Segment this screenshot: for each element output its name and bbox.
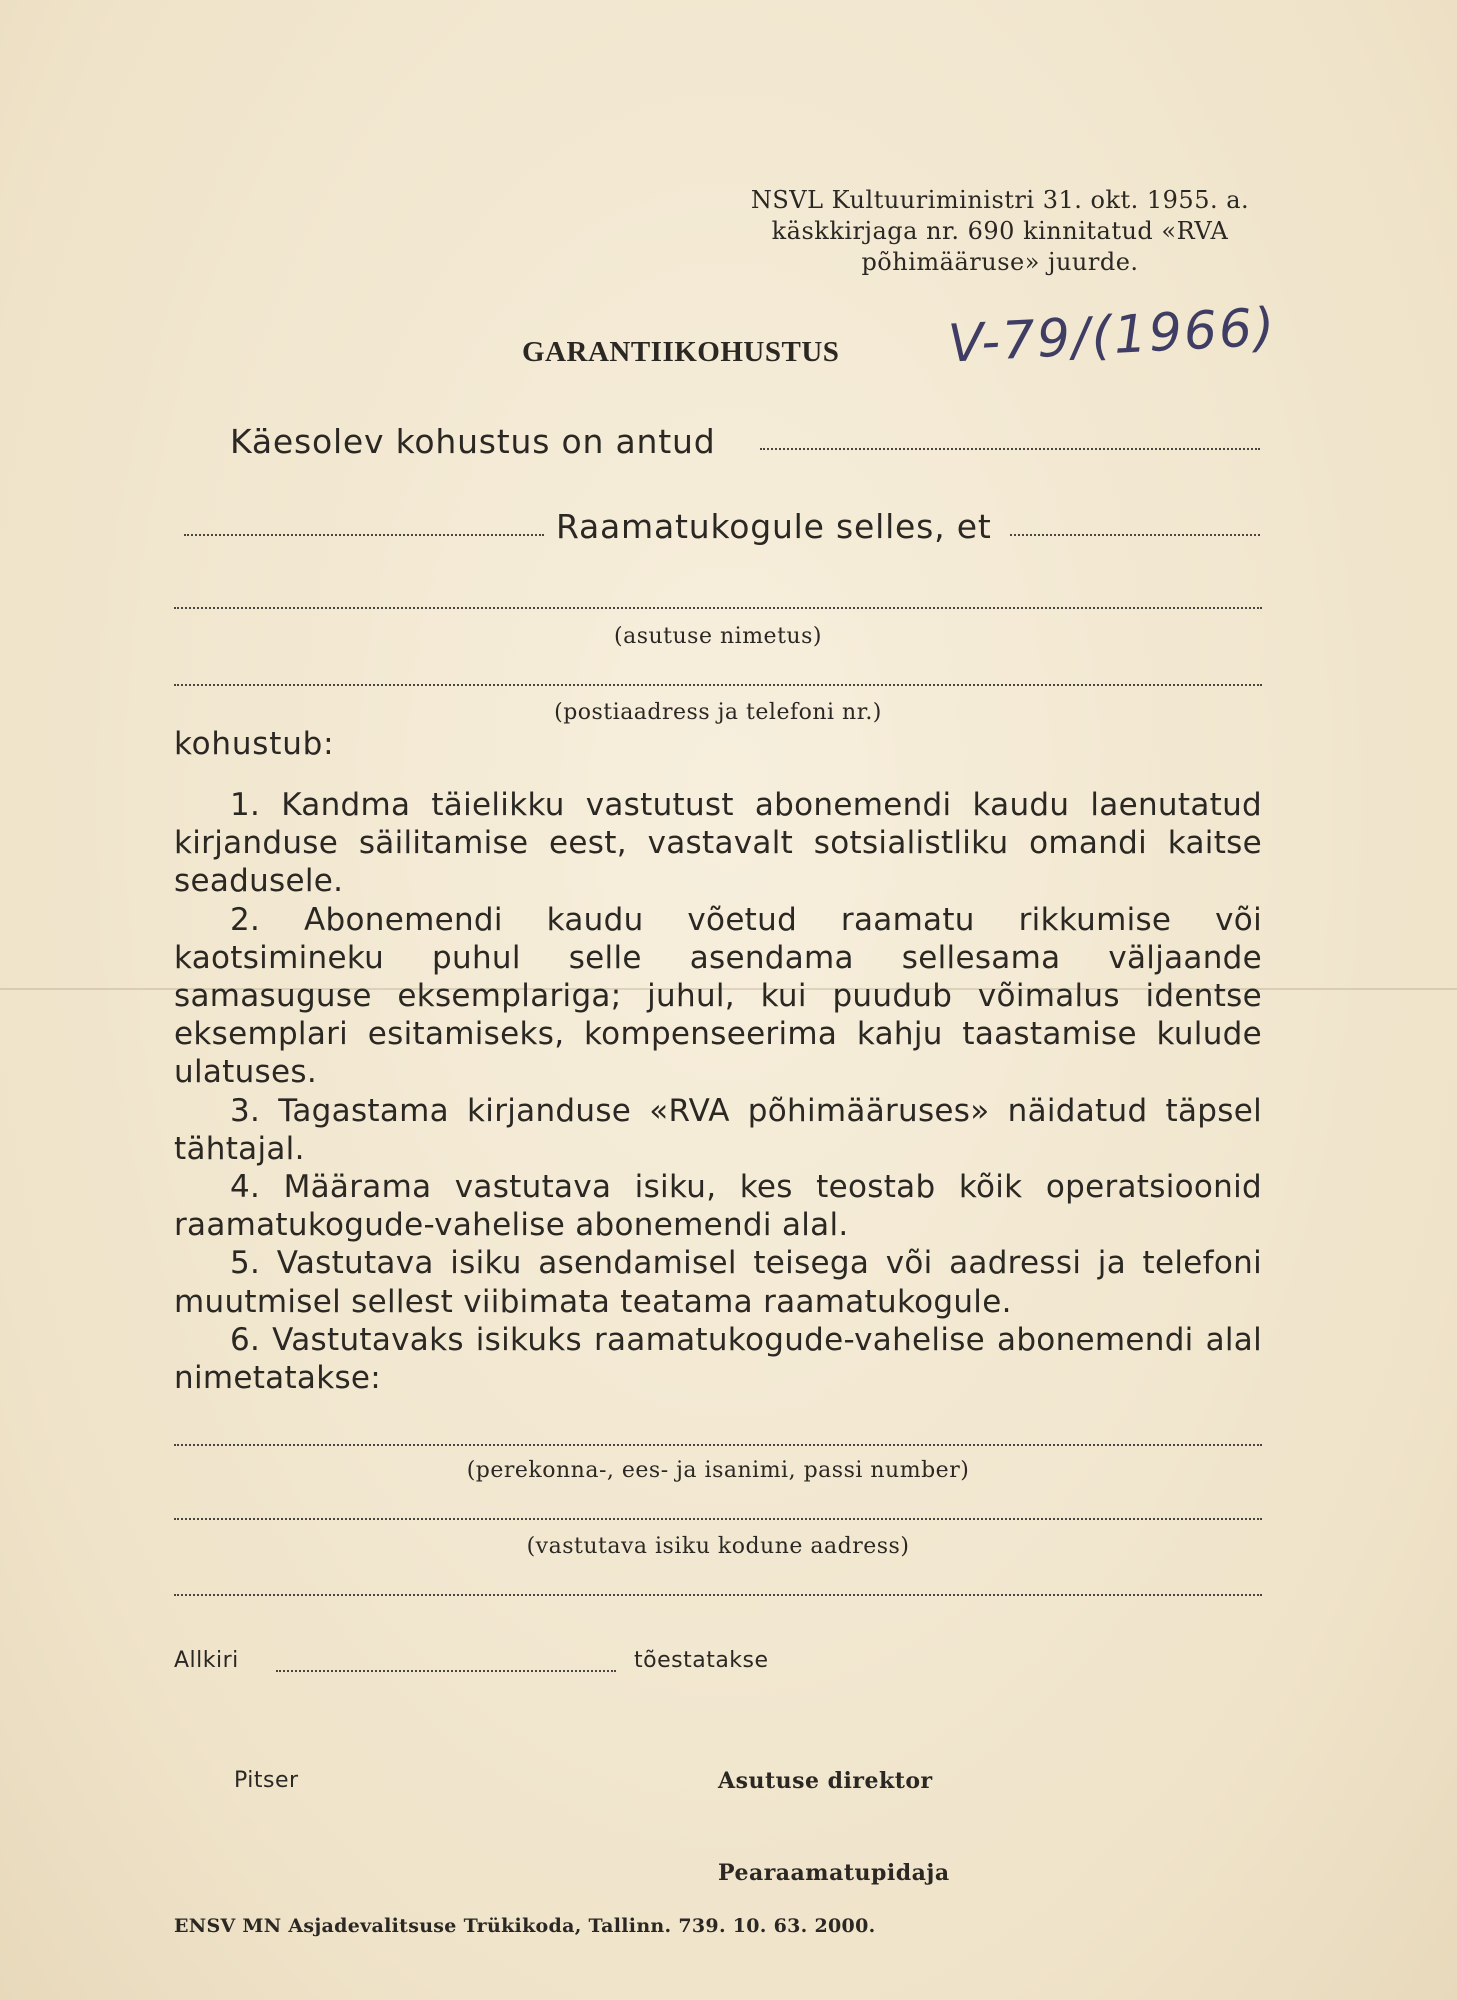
- given-to-label: Käesolev kohustus on antud: [230, 422, 716, 461]
- approval-header: [720, 185, 1280, 278]
- director-label: Asutuse direktor: [718, 1768, 933, 1794]
- library-label: Raamatukogule selles, et: [556, 507, 992, 546]
- library-purpose-field[interactable]: [1010, 534, 1260, 536]
- person-caption: (perekonna-, ees- ja isanimi, passi number): [466, 1458, 970, 1483]
- responsible-person-field[interactable]: [174, 1444, 1262, 1446]
- obligation-item-6: 6. Vastutavaks isikuks raamatukogude-vahelise abonemendi alal nimetatakse:: [174, 1321, 1262, 1397]
- obliged-label: kohustub:: [174, 726, 335, 762]
- header-line-2: käskkirjaga nr. 690 kinnitatud «RVA: [771, 217, 1229, 245]
- handwritten-reference-number: V-79/(1966): [946, 297, 1278, 375]
- header-line-1: NSVL Kultuuriministri 31. okt. 1955. a.: [750, 186, 1250, 214]
- obligation-item-3: 3. Tagastama kirjanduse «RVA põhimääruses» näidatud täpsel tähtajal.: [174, 1092, 1262, 1167]
- postal-address-field[interactable]: [174, 684, 1262, 686]
- home-address-field[interactable]: [174, 1518, 1262, 1520]
- given-to-field[interactable]: [760, 448, 1260, 450]
- obligation-item-1: 1. Kandma täielikku vastutust abonemendi kaudu laenutatud kirjanduse säilitamise eest, vastavalt sotsialistliku omandi kaitse seadusele.: [174, 787, 1262, 900]
- signature-label: Allkiri: [174, 1648, 239, 1673]
- obligation-item-2: 2. Abonemendi kaudu võetud raamatu rikkumise või kaotsimineku puhul selle asendama sellesama väljaande samasuguse eksemplariga; juhul, kui puudub võimalus identse eksemplari esitamiseks, kompenseerima kahju taastamise kulude ulatuses.: [174, 901, 1262, 1091]
- institution-name-field[interactable]: [174, 607, 1262, 609]
- extra-line-field[interactable]: [174, 1594, 1262, 1596]
- institution-caption: (asutuse nimetus): [614, 624, 822, 649]
- printer-footer: ENSV MN Asjadevalitsuse Trükikoda, Tallinn. 739. 10. 63. 2000.: [174, 1915, 876, 1937]
- postal-address-caption: (postiaadress ja telefoni nr.): [554, 700, 882, 725]
- obligations-list: [174, 786, 1262, 1397]
- home-address-caption: (vastutava isiku kodune aadress): [526, 1534, 910, 1559]
- header-line-3: põhimääruse» juurde.: [861, 248, 1139, 276]
- certified-label: tõestatakse: [634, 1648, 769, 1673]
- obligation-item-5: 5. Vastutava isiku asendamisel teisega või aadressi ja telefoni muutmisel sellest viibimata teatama raamatukogule.: [174, 1245, 1262, 1320]
- stamp-label: Pitser: [234, 1768, 299, 1793]
- document-title: GARANTIIKOHUSTUS: [522, 336, 840, 368]
- library-name-field[interactable]: [184, 534, 544, 536]
- obligation-item-4: 4. Määrama vastutava isiku, kes teostab kõik operatsioonid raamatukogude-vahelise abonemendi alal.: [174, 1169, 1262, 1244]
- signature-field[interactable]: [276, 1670, 616, 1672]
- chief-accountant-label: Pearaamatupidaja: [718, 1860, 950, 1886]
